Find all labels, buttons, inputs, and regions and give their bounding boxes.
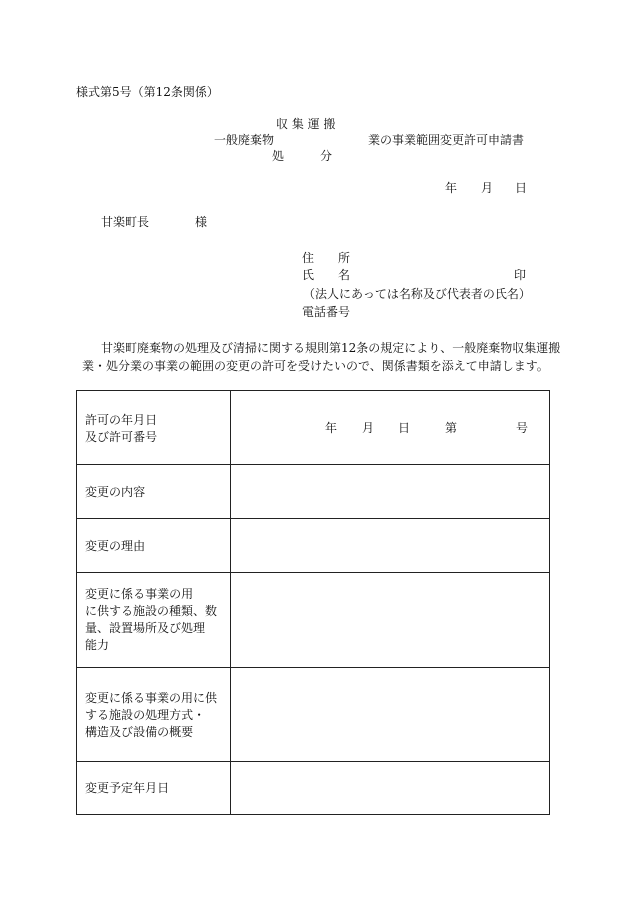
title-prefix: 一般廃棄物 [214, 133, 275, 147]
facilities-value[interactable] [231, 573, 549, 667]
permit-month: 月 [362, 421, 375, 435]
processing-label-line-3: 構造及び設備の概要 [85, 725, 194, 739]
table-row-facilities [77, 573, 549, 668]
facilities-label-line-4: 能力 [85, 638, 110, 652]
change-reason-value[interactable] [231, 519, 549, 572]
change-content-value[interactable] [231, 465, 549, 518]
name-label: 氏 名 [302, 268, 351, 282]
facilities-label-line-2: に供する施設の種類、数 [85, 604, 218, 618]
table-row-reason [77, 519, 549, 573]
date-year: 年 [445, 181, 458, 195]
change-reason-label [77, 519, 231, 572]
processing-label [77, 668, 231, 761]
addressee-honorific: 様 [195, 215, 208, 229]
application-table [76, 390, 550, 815]
table-row-permit [77, 391, 549, 465]
scheduled-date-text: 変更予定年月日 [85, 781, 170, 795]
change-content-text: 変更の内容 [85, 485, 146, 499]
table-row-content [77, 465, 549, 519]
title-option-collection: 収 集 運 搬 [276, 117, 336, 131]
form-number: 様式第5号（第12条関係） [76, 85, 219, 99]
date-day: 日 [515, 181, 528, 195]
processing-value[interactable] [231, 668, 549, 761]
title-option-disposal: 処 分 [272, 149, 333, 163]
permit-year: 年 [325, 421, 338, 435]
change-reason-text: 変更の理由 [85, 539, 146, 553]
permit-label-line-1: 許可の年月日 [85, 413, 158, 427]
date-month: 月 [481, 181, 494, 195]
change-content-label [77, 465, 231, 518]
body-line-1: 甘楽町廃棄物の処理及び清掃に関する規則第12条の規定により、一般廃棄物収集運搬 [101, 341, 561, 355]
table-row-processing [77, 668, 549, 762]
corporate-note: （法人にあっては名称及び代表者の氏名） [303, 287, 531, 301]
address-label: 住 所 [302, 251, 351, 265]
title-suffix: 業の事業範囲変更許可申請書 [368, 133, 525, 147]
seal-mark: 印 [514, 268, 527, 282]
permit-day: 日 [398, 421, 411, 435]
scheduled-date-label [77, 762, 231, 814]
permit-dai: 第 [445, 421, 458, 435]
processing-label-line-1: 変更に係る事業の用に供 [85, 691, 218, 705]
facilities-label-line-3: 量、設置場所及び処理 [85, 621, 206, 635]
facilities-label-line-1: 変更に係る事業の用 [85, 587, 194, 601]
facilities-label [77, 573, 231, 667]
addressee-name: 甘楽町長 [101, 215, 150, 229]
scheduled-date-value[interactable] [231, 762, 549, 814]
table-row-scheduled-date [77, 762, 549, 814]
body-line-2: 業・処分業の事業の範囲の変更の許可を受けたいので、関係書類を添えて申請します。 [82, 359, 549, 373]
permit-label-line-2: 及び許可番号 [85, 430, 158, 444]
phone-label: 電話番号 [302, 305, 351, 319]
permit-value-cell[interactable] [231, 391, 549, 464]
permit-label [77, 391, 231, 464]
processing-label-line-2: する施設の処理方式・ [85, 708, 206, 722]
permit-go: 号 [516, 421, 529, 435]
